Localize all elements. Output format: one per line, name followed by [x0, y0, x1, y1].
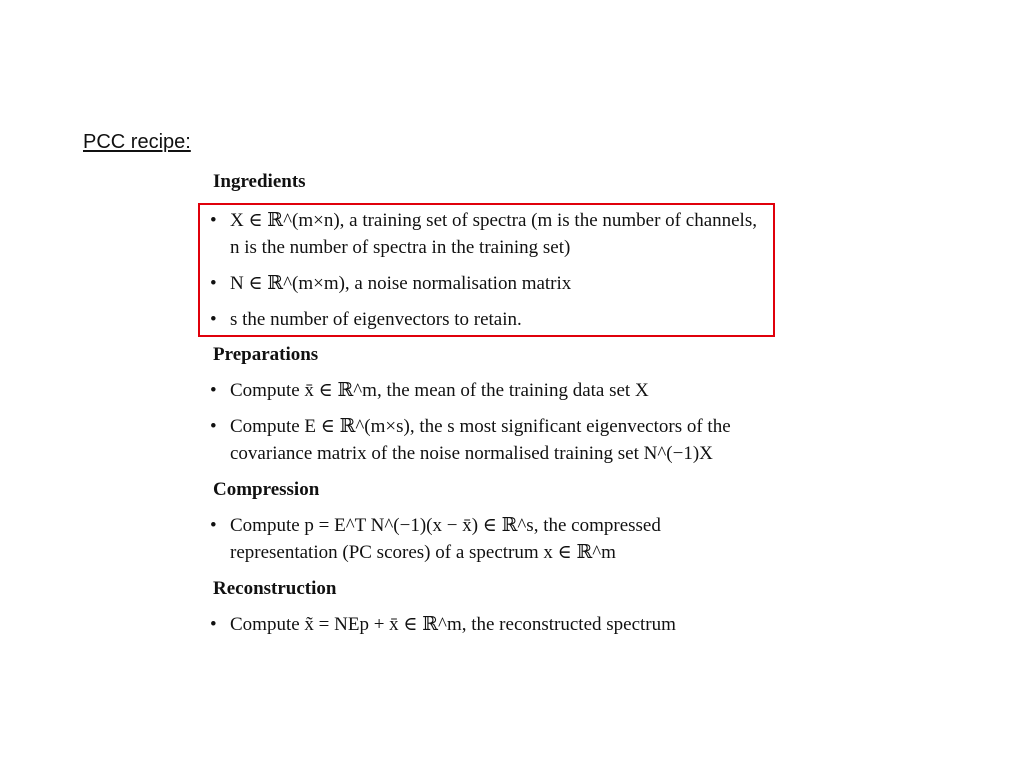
- ingredients-highlight-box: [198, 203, 775, 337]
- preparations-list: [208, 377, 773, 467]
- ingredients-list: [208, 207, 763, 333]
- list-item: • Compute x̄ ∈ ℝ^m, the mean of the training data set X: [208, 377, 763, 404]
- pcc-recipe: [198, 168, 773, 647]
- list-item: • s the number of eigenvectors to retain.: [208, 306, 763, 333]
- list-item: • Compute E ∈ ℝ^(m×s), the s most significant eigenvectors of the covariance matrix of the noise normalised training set N^(−1)X: [208, 413, 763, 467]
- list-item: • Compute x̃ = NEp + x̄ ∈ ℝ^m, the reconstructed spectrum: [208, 611, 763, 638]
- list-item: • Compute p = E^T N^(−1)(x − x̄) ∈ ℝ^s, the compressed representation (PC scores) of a spectrum x ∈ ℝ^m: [208, 512, 763, 566]
- compression-list: [208, 512, 773, 566]
- reconstruction-list: [208, 611, 773, 638]
- reconstruction-heading: Reconstruction: [213, 578, 337, 599]
- list-item: • X ∈ ℝ^(m×n), a training set of spectra (m is the number of channels, n is the number of spectra in the training set): [208, 207, 763, 261]
- compression-heading: Compression: [213, 479, 320, 500]
- ingredients-heading: Ingredients: [213, 171, 306, 192]
- list-item: • N ∈ ℝ^(m×m), a noise normalisation matrix: [208, 270, 763, 297]
- slide-title: PCC recipe:: [83, 131, 191, 153]
- preparations-heading: Preparations: [213, 344, 319, 365]
